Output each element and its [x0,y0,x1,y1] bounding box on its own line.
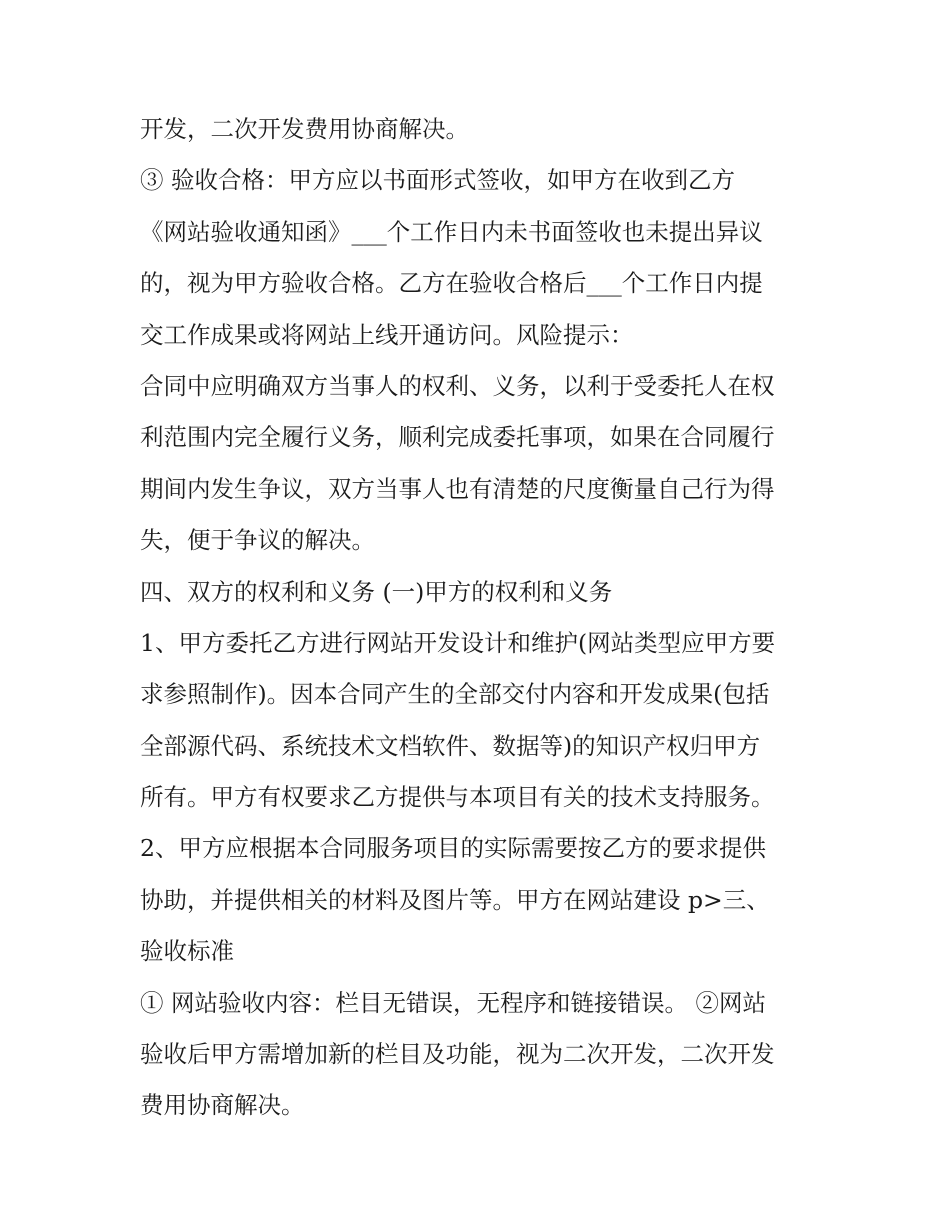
text-line: 求参照制作)。因本合同产生的全部交付内容和开发成果(包括 [140,680,770,709]
text-line: 1、甲方委托乙方进行网站开发设计和维护(网站类型应甲方要 [140,628,776,657]
text-line: ① 网站验收内容：栏目无错误，无程序和链接错误。 ②网站 [140,988,766,1017]
text-line: 协助，并提供相关的材料及图片等。甲方在网站建设 p>三、 [140,885,770,914]
text-line: 开发，二次开发费用协商解决。 [140,115,469,143]
text-line: 失，便于争议的解决。 [140,526,375,555]
text-line: 的，视为甲方验收合格。乙方在验收合格后___个工作日内提 [140,269,763,298]
text-line: 2、甲方应根据本合同服务项目的实际需要按乙方的要求提供 [140,834,766,863]
text-line: 全部源代码、系统技术文档软件、数据等)的知识产权归甲方 [140,731,761,760]
text-line: 期间内发生争议，双方当事人也有清楚的尺度衡量自己行为得 [140,474,775,503]
document-body [140,104,820,1132]
text-line: 所有。甲方有权要求乙方提供与本项目有关的技术支持服务。 [140,783,775,812]
section-heading: 四、双方的权利和义务 (一)甲方的权利和义务 [140,577,613,606]
text-line: 验收标准 [140,937,234,966]
text-line: 费用协商解决。 [140,1091,305,1120]
text-line: 验收后甲方需增加新的栏目及功能，视为二次开发，二次开发 [140,1040,775,1069]
text-line: ③ 验收合格：甲方应以书面形式签收，如甲方在收到乙方 [140,166,735,195]
text-line: 《网站验收通知函》___个工作日内未书面签收也未提出异议 [140,217,763,246]
text-line: 合同中应明确双方当事人的权利、义务，以利于受委托人在权 [140,371,775,400]
text-line: 交工作成果或将网站上线开通访问。风险提示： [140,320,634,349]
text-line: 利范围内完全履行义务，顺利完成委托事项，如果在合同履行 [140,423,775,452]
